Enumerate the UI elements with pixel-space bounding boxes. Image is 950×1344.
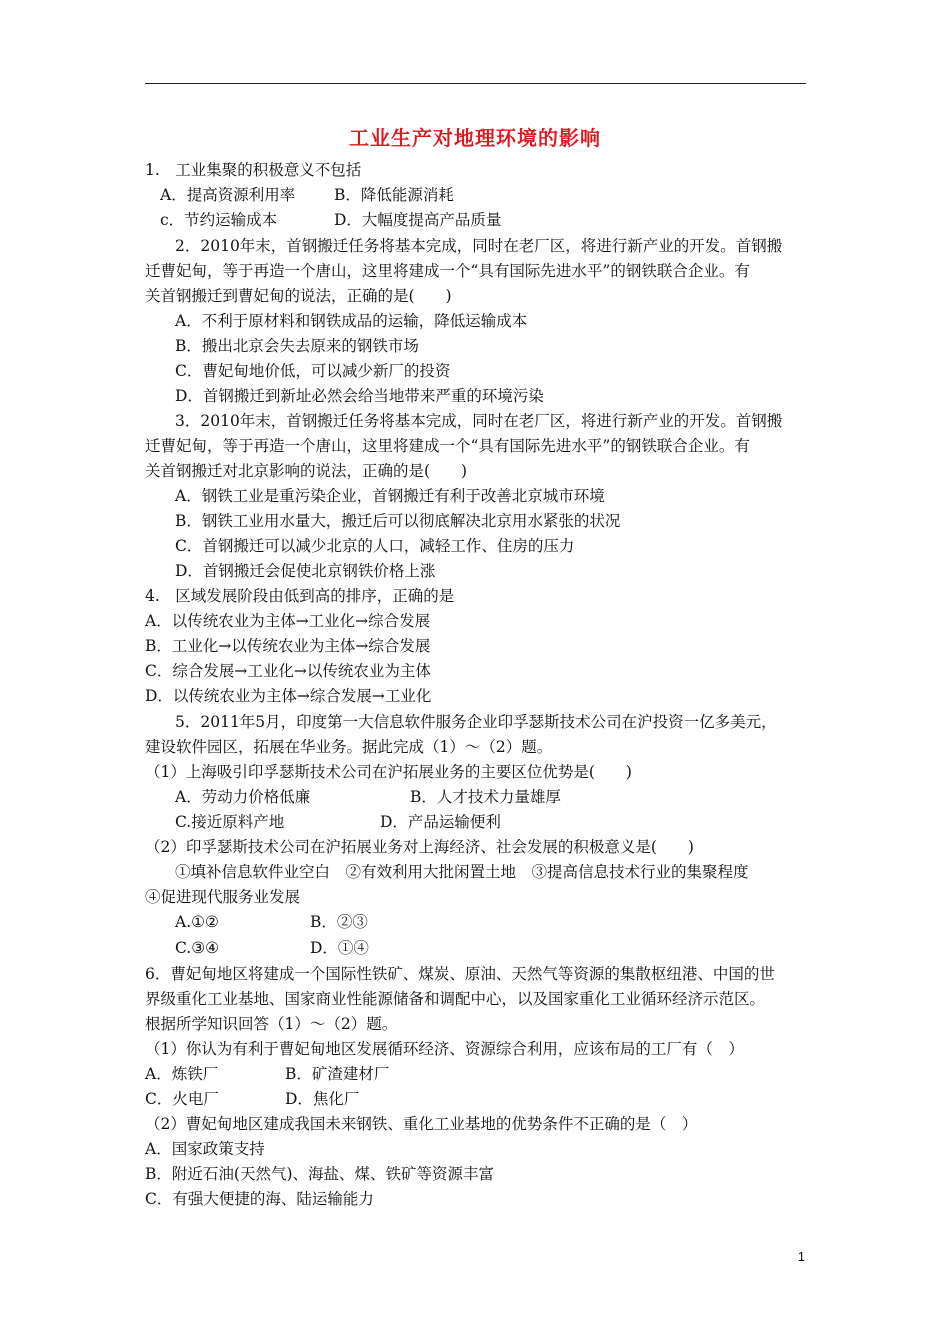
text-line: A．以传统农业为主体→工业化→综合发展	[145, 612, 431, 630]
text-line: （1）上海吸引印孚瑟斯技术公司在沪拓展业务的主要区位优势是( )	[145, 763, 632, 781]
text-line: c．节约运输成本	[160, 211, 278, 229]
text-line: B．降低能源消耗	[334, 186, 454, 204]
text-line: 1. 工业集聚的积极意义不包括	[145, 161, 362, 179]
text-line: （1）你认为有利于曹妃甸地区发展循环经济、资源综合利用，应该布局的工厂有（ ）	[145, 1040, 744, 1058]
text-line: ①填补信息软件业空白 ②有效利用大批闲置土地 ③提高信息技术行业的集聚程度	[175, 863, 749, 881]
text-line: B．矿渣建材厂	[285, 1065, 390, 1083]
header-rule	[145, 83, 806, 84]
text-line: D．大幅度提高产品质量	[334, 211, 502, 229]
text-line: 建设软件园区，拓展在华业务。据此完成（1）～（2）题。	[145, 738, 553, 756]
text-line: D．首钢搬迁会促使北京钢铁价格上涨	[175, 562, 436, 580]
text-line: 4. 区域发展阶段由低到高的排序，正确的是	[145, 587, 455, 605]
text-line: C．火电厂	[145, 1090, 219, 1108]
text-line: 迁曹妃甸，等于再造一个唐山，这里将建成一个“具有国际先进水平”的钢铁联合企业。有	[145, 437, 750, 455]
text-line: （2）印孚瑟斯技术公司在沪拓展业务对上海经济、社会发展的积极意义是( )	[145, 838, 694, 856]
text-line: D．产品运输便利	[380, 813, 501, 831]
text-line: 界级重化工业基地、国家商业性能源储备和调配中心，以及国家重化工业循环经济示范区。	[145, 990, 766, 1008]
text-line: 6．曹妃甸地区将建成一个国际性铁矿、煤炭、原油、天然气等资源的集散枢纽港、中国的世	[145, 965, 775, 983]
text-line: B．钢铁工业用水量大，搬迁后可以彻底解决北京用水紧张的状况	[175, 512, 621, 530]
text-line: A．国家政策支持	[145, 1140, 265, 1158]
text-line: C．综合发展→工业化→以传统农业为主体	[145, 662, 431, 680]
text-line: ④促进现代服务业发展	[145, 888, 301, 906]
text-line: B．附近石油(天然气)、海盐、煤、铁矿等资源丰富	[145, 1165, 494, 1183]
text-line: 5．2011年5月，印度第一大信息软件服务企业印孚瑟斯技术公司在沪投资一亿多美元，	[175, 713, 777, 731]
text-line: C．曹妃甸地价低，可以减少新厂的投资	[175, 362, 451, 380]
text-line: 关首钢搬迁对北京影响的说法，正确的是( )	[145, 462, 468, 480]
document-title: 工业生产对地理环境的影响	[349, 126, 601, 150]
text-line: A．炼铁厂	[145, 1065, 219, 1083]
text-line: 关首钢搬迁到曹妃甸的说法，正确的是( )	[145, 287, 452, 305]
text-line: A．不利于原材料和钢铁成品的运输，降低运输成本	[175, 312, 528, 330]
text-line: C.③④	[175, 939, 220, 957]
text-line: A．劳动力价格低廉	[175, 788, 311, 806]
text-line: C．首钢搬迁可以减少北京的人口，减轻工作、住房的压力	[175, 537, 575, 555]
text-line: D．焦化厂	[285, 1090, 360, 1108]
text-line: B．搬出北京会失去原来的钢铁市场	[175, 337, 419, 355]
text-line: D．以传统农业为主体→综合发展→工业化	[145, 687, 432, 705]
text-line: B．②③	[310, 913, 368, 931]
text-line: 3．2010年末，首钢搬迁任务将基本完成，同时在老厂区，将进行新产业的开发。首钢搬	[175, 412, 783, 430]
text-line: D．首钢搬迁到新址必然会给当地带来严重的环境污染	[175, 387, 544, 405]
page-number: 1	[797, 1249, 805, 1264]
text-line: C.接近原料产地	[175, 813, 285, 831]
text-line: B．人才技术力量雄厚	[410, 788, 561, 806]
text-line: B．工业化→以传统农业为主体→综合发展	[145, 637, 431, 655]
text-line: 2．2010年末，首钢搬迁任务将基本完成，同时在老厂区，将进行新产业的开发。首钢搬	[175, 237, 783, 255]
text-line: C．有强大便捷的海、陆运输能力	[145, 1190, 374, 1208]
text-line: 迁曹妃甸，等于再造一个唐山，这里将建成一个“具有国际先进水平”的钢铁联合企业。有	[145, 262, 750, 280]
text-line: A．钢铁工业是重污染企业，首钢搬迁有利于改善北京城市环境	[175, 487, 605, 505]
text-line: A．提高资源利用率	[160, 186, 296, 204]
text-line: A.①②	[175, 913, 219, 931]
text-line: D．①④	[310, 939, 369, 957]
text-line: 根据所学知识回答（1）～（2）题。	[145, 1015, 398, 1033]
text-line: （2）曹妃甸地区建成我国未来钢铁、重化工业基地的优势条件不正确的是（ ）	[145, 1115, 698, 1133]
